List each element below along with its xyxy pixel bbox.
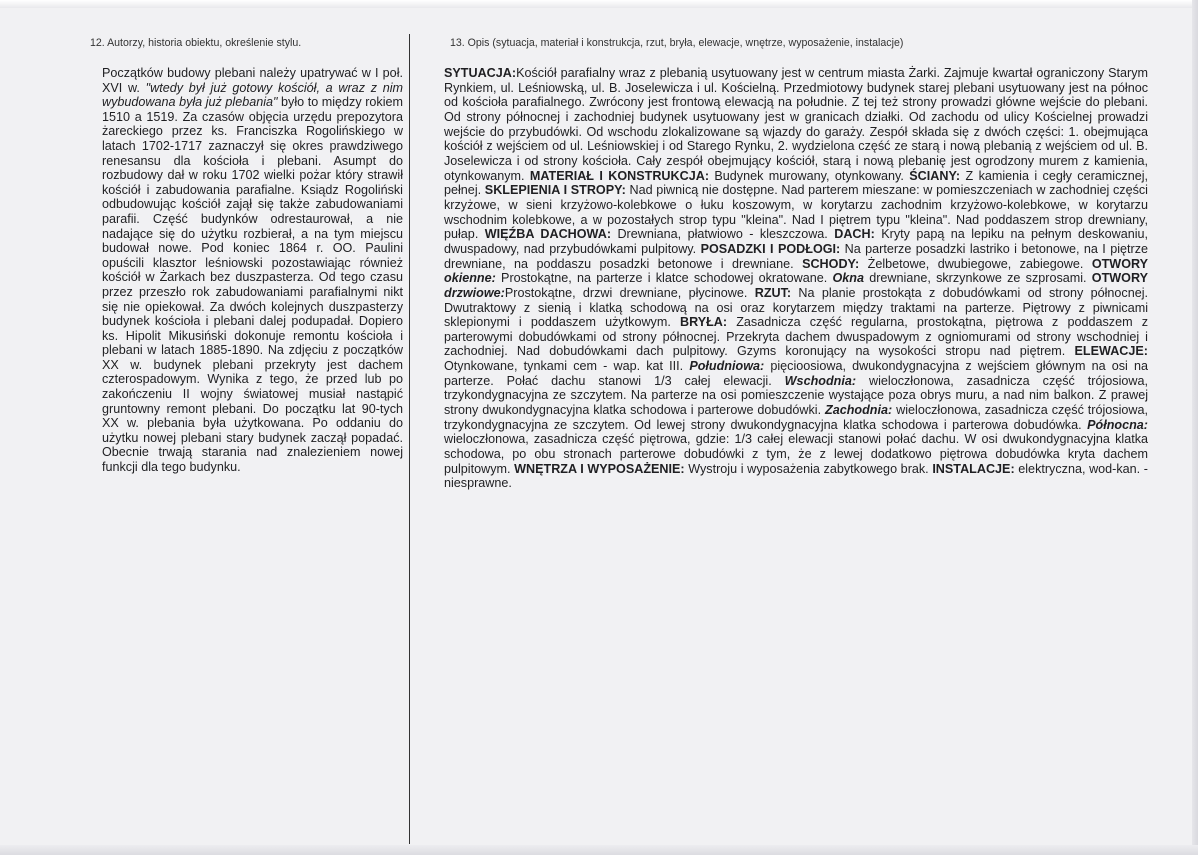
zachodnia-label: Zachodnia: (825, 403, 893, 418)
dach-label: DACH: (834, 227, 875, 242)
bryla-text: Zasadnicza część regularna, prostokątna, piętrowa z poddaszem z parterowymi dobudówkami od strony północnej. Przekryta dachem dwuspadowym z ogniomurami od strony wschodniej i zachodniej. Nad dobudówkami dach pulpitowy. Gzyms koronujący na wysokości stropu nad piętrem. (444, 315, 1148, 359)
history-intro: Początków budowy plebani należy upatrywać w I poł. XVI w. (102, 66, 403, 95)
section-12-header: 12. Autorzy, historia obiektu, określenie stylu. (90, 37, 302, 49)
zachodnia-text: wieloczłonowa, zasadnicza część trójosiowa, trzykondygnacyjna ze szczytem. Od lewej strony dwukondygnacyjna klatka schodowa i parterowa dobudówka. (444, 403, 1149, 432)
history-column (102, 66, 403, 475)
dach-text: Kryty papą na lepiku na pełnym deskowaniu, dwuspadowy, nad przybudówkami pulpitowy. (444, 227, 1149, 256)
history-quote: "wtedy był już gotowy kościół, a wraz z nim wybudowana była już plebania" (102, 80, 404, 110)
okienne-label: okienne: (444, 271, 496, 286)
polnocna-label: Północna: (1087, 417, 1148, 432)
page-bottom-edge (0, 845, 1198, 855)
instalacje-label: INSTALACJE: (932, 461, 1015, 476)
sklepienia-label: SKLEPIENIA I STROPY: (484, 183, 626, 198)
description-column (444, 66, 1148, 491)
wnetrza-text: Wystroju i wyposażenia zabytkowego brak. (684, 461, 933, 476)
drzwiowe-text: Prostokątne, drzwi drewniane, płycinowe. (504, 285, 755, 300)
schody-text: Żelbetowe, dwubiegowe, zabiegowe. (859, 256, 1092, 271)
wnetrza-label: WNĘTRZA I WYPOSAŻENIE: (514, 461, 685, 476)
sytuacja-label: SYTUACJA: (444, 66, 517, 80)
okna-label: Okna (832, 271, 864, 286)
page-top-edge (0, 0, 1198, 8)
sciany-text: Z kamienia i cegły ceramicznej, pełnej. (444, 168, 1148, 198)
elewacje-label: ELEWACJE: (1074, 344, 1148, 359)
okna-text: drewniane, skrzynkowe ze szprosami. (863, 271, 1092, 286)
description-text (444, 66, 1148, 491)
rzut-label: RZUT: (754, 285, 792, 300)
poludniowa-text: pięcioosiowa, dwukondygnacyjna z wejściem głównym na osi na parterze. Połać dachu stanowi 1/3 całej elewacji. (444, 359, 1148, 388)
rzut-text: Na planie prostokąta z dobudówkami od strony północnej. Dwutraktowy z sienią i klatką schodową na osi oraz korytarzem między traktami na parterze. Piętrowy z piwnicami sklepionymi i poddaszem użytkowym. (444, 285, 1149, 330)
sklepienia-text: Nad piwnicą nie dostępne. Nad parterem mieszane: w pomieszczeniach w zachodniej części krzyżowe, w sieni krzyżowo-kolebkowe o łuku koszowym, w korytarzu zachodnim krzyżowo-kolebkowe, w korytarzu wschodnim kolebkowe, a w pozostałych strop typu "kleina". Nad I piętrem typu "kleina". Nad poddaszem strop drewniany, pułap. (444, 183, 1148, 242)
material-label: MATERIAŁ I KONSTRUKCJA: (529, 168, 710, 183)
column-divider (409, 34, 410, 844)
drzwiowe-label: drzwiowe: (444, 285, 505, 300)
bryla-label: BRYŁA: (679, 315, 728, 330)
wschodnia-label: Wschodnia: (784, 373, 857, 388)
otwory-drzwiowe-label: OTWORY (1091, 271, 1148, 286)
otwory-label: OTWORY (1091, 256, 1149, 271)
material-text: Budynek murowany, otynkowany. (709, 168, 910, 183)
page-right-edge (1192, 0, 1198, 855)
sciany-label: ŚCIANY: (909, 168, 961, 183)
elewacje-text: Otynkowane, tynkami cem - wap. kat III. (444, 359, 690, 374)
sytuacja-text: Kościół parafialny wraz z plebanią usytuowany jest w centrum miasta Żarki. Zajmuje kwartał ograniczony Starym Rynkiem, ul. Leśniowską, ul. B. Joselewicza i ul. Kościelną. Przedmiotowy budynek starej plebani usytuowany jest na północ od kościoła parafialnego. Zwrócony jest frontową elewacją na południe. Z tej też strony prowadzi główne wejście do plebani. Od strony północnej i zachodniej budynek usytuowany jest w granicach działki. Od zachodu od ulicy Kościelnej prowadzi wejście do przybudówki. Od wschodu zlokalizowane są wjazdy do garaży. Zespół składa się z dwóch części: 1. obejmująca kościół z wejściem od ul. Leśniowskiej i od Starego Rynku, 2. wydzielona część ze starą i nową plebanią z wejściem od ul. B. Joselewicza i od strony kościoła. Cały zespół obejmujący kościół, starą i nową plebanię jest ogrodzony murem z kamienia, otynkowanym. (444, 66, 1148, 183)
schody-label: SCHODY: (802, 256, 860, 271)
wiezba-text: Drewniana, płatwiowo - kleszczowa. (611, 227, 835, 242)
instalacje-text: elektryczna, wod-kan. - niesprawne. (444, 461, 1148, 491)
poludniowa-label: Południowa: (689, 359, 765, 374)
wschodnia-text: wieloczłonowa, zasadnicza część trójosiowa, trzykondygnacyjna ze szczytem. Na parterze na osi pomieszczenie wystające poza obrys muru, a nad nim balkon. Z prawej strony dwukondygnacyjna klatka schodowa i parterowe dobudówki. (444, 373, 1148, 418)
okienne-text: Prostokątne, na parterze i klatce schodowej okratowane. (495, 271, 833, 286)
section-13-header: 13. Opis (sytuacja, materiał i konstrukcja, rzut, bryła, elewacje, wnętrze, wyposażenie, instalacje) (450, 37, 904, 49)
posadzki-label: POSADZKI I PODŁOGI: (700, 241, 841, 256)
wiezba-label: WIĘŹBA DACHOWA: (484, 227, 612, 242)
history-body: było to między rokiem 1510 a 1519. Za czasów objęcia urzędu prepozytora żareckiego przez ks. Franciszka Rogolińskiego w latach 1702-1717 zaznaczył się okres prawdziwego renesansu dla kościoła i plebani. Asumpt do rozbudowy dał w roku 1702 wielki pożar który strawił kościół i zabudowania parafialne. Ksiądz Rogoliński odbudowując kościół zajął się także zabudowaniami parafii. Część budynków odrestaurował, a nie nadające się do użytku rozbierał, a na tym miejscu budował nowe. Pod koniec 1864 r. OO. Paulini opuścili klasztor leśniowski pozostawiając również kościół w Żarkach bez duszpasterza. Od tego czasu przez przeszło rok zabudowaniami parafialnymi nikt się nie opiekował. Za dwóch kolejnych duszpasterzy budynek kościoła i plebani dalej podupadał. Dopiero ks. Hipolit Mikusiński dokonuje remontu kościoła i plebani w latach 1885-1890. Na zdjęciu z początków XX w. budynek plebani przekryty jest dachem czterospadowym. Wynika z tego, że przed lub po zakończeniu II wojny światowej musiał nastąpić gruntowny remont plebani. Do początku lat 90-tych XX w. plebania była użytkowana. Po oddaniu do użytku nowej plebani stary budynek zaczął popadać. Obecnie trwają starania nad znalezieniem nowej funkcji dla tego budynku. (102, 95, 403, 475)
history-text (102, 66, 403, 475)
polnocna-text: wieloczłonowa, zasadnicza część piętrowa, gdzie: 1/3 całej elewacji stanowi połać dachu. W osi dwukondygnacyjna klatka schodowa, po obu stronach parterowe dobudówki z tym, że z lewej dodatkowo piętrowa dobudówka kryta dachem pulpitowym. (444, 432, 1148, 476)
posadzki-text: Na parterze posadzki lastriko i betonowe, na I piętrze drewniane, na poddaszu posadzki betonowe i drewniane. (444, 241, 1148, 271)
